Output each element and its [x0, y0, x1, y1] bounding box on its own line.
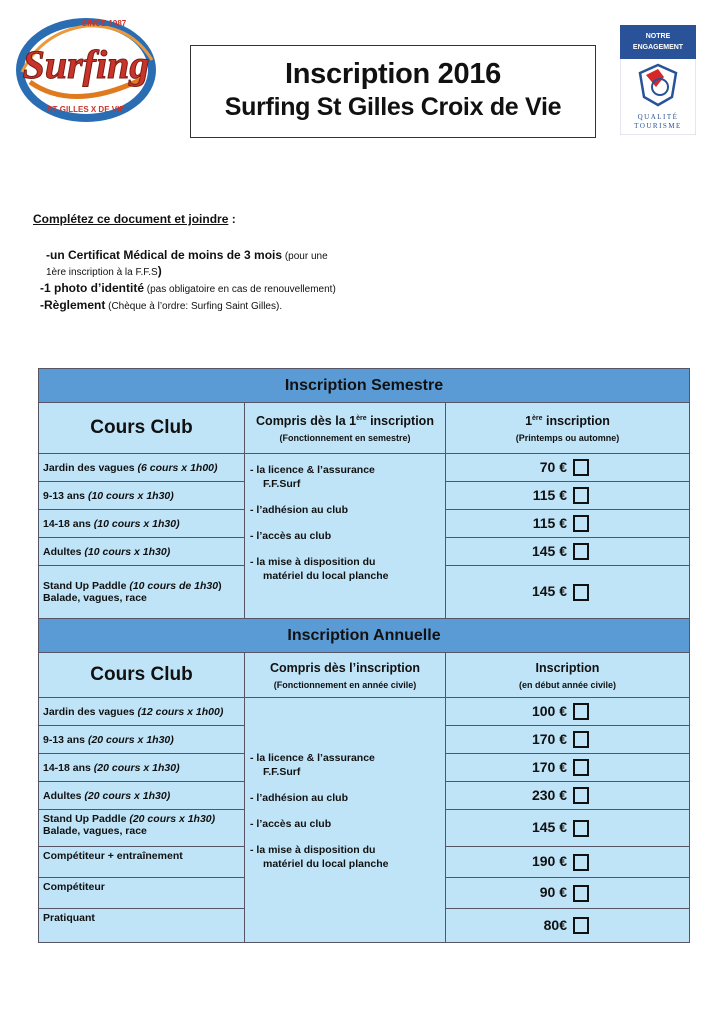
course-row-name: Compétiteur: [39, 878, 245, 909]
svg-text:NOTRE: NOTRE: [645, 33, 671, 40]
checkbox[interactable]: [573, 487, 589, 504]
requirement-certificate-line2: 1ère inscription à la F.F.S): [46, 264, 162, 278]
price-cell[interactable]: 115 €: [446, 482, 690, 510]
course-row-name: Pratiquant: [39, 909, 245, 943]
checkbox[interactable]: [573, 543, 589, 560]
semestre-table: [38, 368, 690, 943]
course-row-name: Adultes (20 cours x 1h30): [39, 782, 245, 810]
price-cell[interactable]: 190 €: [446, 847, 690, 878]
checkbox[interactable]: [573, 759, 589, 776]
price-cell[interactable]: 80€: [446, 909, 690, 943]
requirement-photo: -1 photo d’identité (pas obligatoire en cas de renouvellement): [40, 281, 336, 295]
checkbox[interactable]: [573, 584, 589, 601]
checkbox[interactable]: [573, 515, 589, 532]
price-cell[interactable]: 90 €: [446, 878, 690, 909]
price-cell[interactable]: 70 €: [446, 454, 690, 482]
column-header-course: Cours Club: [39, 403, 245, 454]
logo-bottom-text: ST GILLES X DE VIE: [47, 105, 125, 114]
logo-top-text: SINCE 1987: [81, 19, 127, 28]
column-header-course: Cours Club: [39, 653, 245, 698]
course-row-name: Jardin des vagues (6 cours x 1h00): [39, 454, 245, 482]
intro-heading: Complétez ce document et joindre :: [33, 212, 236, 226]
included-list: - la licence & l’assurance F.F.Surf - l’adhésion au club - l’accès au club - la mise à disposition du matériel du local planche: [245, 698, 446, 943]
column-header-included: Compris dès l’inscription (Fonctionnement en année civile): [245, 653, 446, 698]
svg-text:QUALITÉ: QUALITÉ: [637, 113, 679, 121]
price-cell[interactable]: 145 €: [446, 566, 690, 619]
page-title: Inscription 2016: [285, 58, 501, 90]
included-list: - la licence & l’assurance F.F.Surf - l’adhésion au club - l’accès au club - la mise à disposition du matériel du local planche: [245, 454, 446, 619]
surfing-logo: [12, 12, 160, 124]
course-row-name: Stand Up Paddle (10 cours de 1h30) Balade, vagues, race: [39, 566, 245, 619]
price-cell[interactable]: 115 €: [446, 510, 690, 538]
course-row-name: Jardin des vagues (12 cours x 1h00): [39, 698, 245, 726]
course-row-name: Adultes (10 cours x 1h30): [39, 538, 245, 566]
checkbox[interactable]: [573, 917, 589, 934]
page-subtitle: Surfing St Gilles Croix de Vie: [224, 93, 562, 121]
requirement-payment: -Règlement (Chèque à l’ordre: Surfing Saint Gilles).: [40, 298, 283, 312]
price-cell[interactable]: 145 €: [446, 538, 690, 566]
column-header-price: 1ère inscription (Printemps ou automne): [446, 403, 690, 454]
section-title-semestre: Inscription Semestre: [39, 369, 690, 403]
course-row-name: 14-18 ans (20 cours x 1h30): [39, 754, 245, 782]
checkbox[interactable]: [573, 885, 589, 902]
checkbox[interactable]: [573, 854, 589, 871]
course-row-name: 9-13 ans (10 cours x 1h30): [39, 482, 245, 510]
course-row-name: Stand Up Paddle (20 cours x 1h30) Balade, vagues, race: [39, 810, 245, 847]
checkbox[interactable]: [573, 703, 589, 720]
course-row-name: 14-18 ans (10 cours x 1h30): [39, 510, 245, 538]
price-cell[interactable]: 145 €: [446, 810, 690, 847]
svg-text:TOURISME: TOURISME: [634, 122, 682, 130]
column-header-price: Inscription (en début année civile): [446, 653, 690, 698]
title-box: [190, 45, 596, 138]
column-header-included: Compris dès la 1ère inscription (Fonctionnement en semestre): [245, 403, 446, 454]
price-cell[interactable]: 100 €: [446, 698, 690, 726]
checkbox[interactable]: [573, 820, 589, 837]
qualite-tourisme-badge: [620, 25, 696, 135]
price-cell[interactable]: 170 €: [446, 726, 690, 754]
price-cell[interactable]: 170 €: [446, 754, 690, 782]
course-row-name: Compétiteur + entraînement: [39, 847, 245, 878]
checkbox[interactable]: [573, 787, 589, 804]
requirement-certificate: -un Certificat Médical de moins de 3 mois (pour une: [46, 248, 328, 262]
logo-word: Surfing: [22, 42, 150, 87]
svg-text:ENGAGEMENT: ENGAGEMENT: [632, 44, 684, 51]
course-row-name: 9-13 ans (20 cours x 1h30): [39, 726, 245, 754]
checkbox[interactable]: [573, 459, 589, 476]
section-title-annuelle: Inscription Annuelle: [39, 619, 690, 653]
checkbox[interactable]: [573, 731, 589, 748]
price-cell[interactable]: 230 €: [446, 782, 690, 810]
